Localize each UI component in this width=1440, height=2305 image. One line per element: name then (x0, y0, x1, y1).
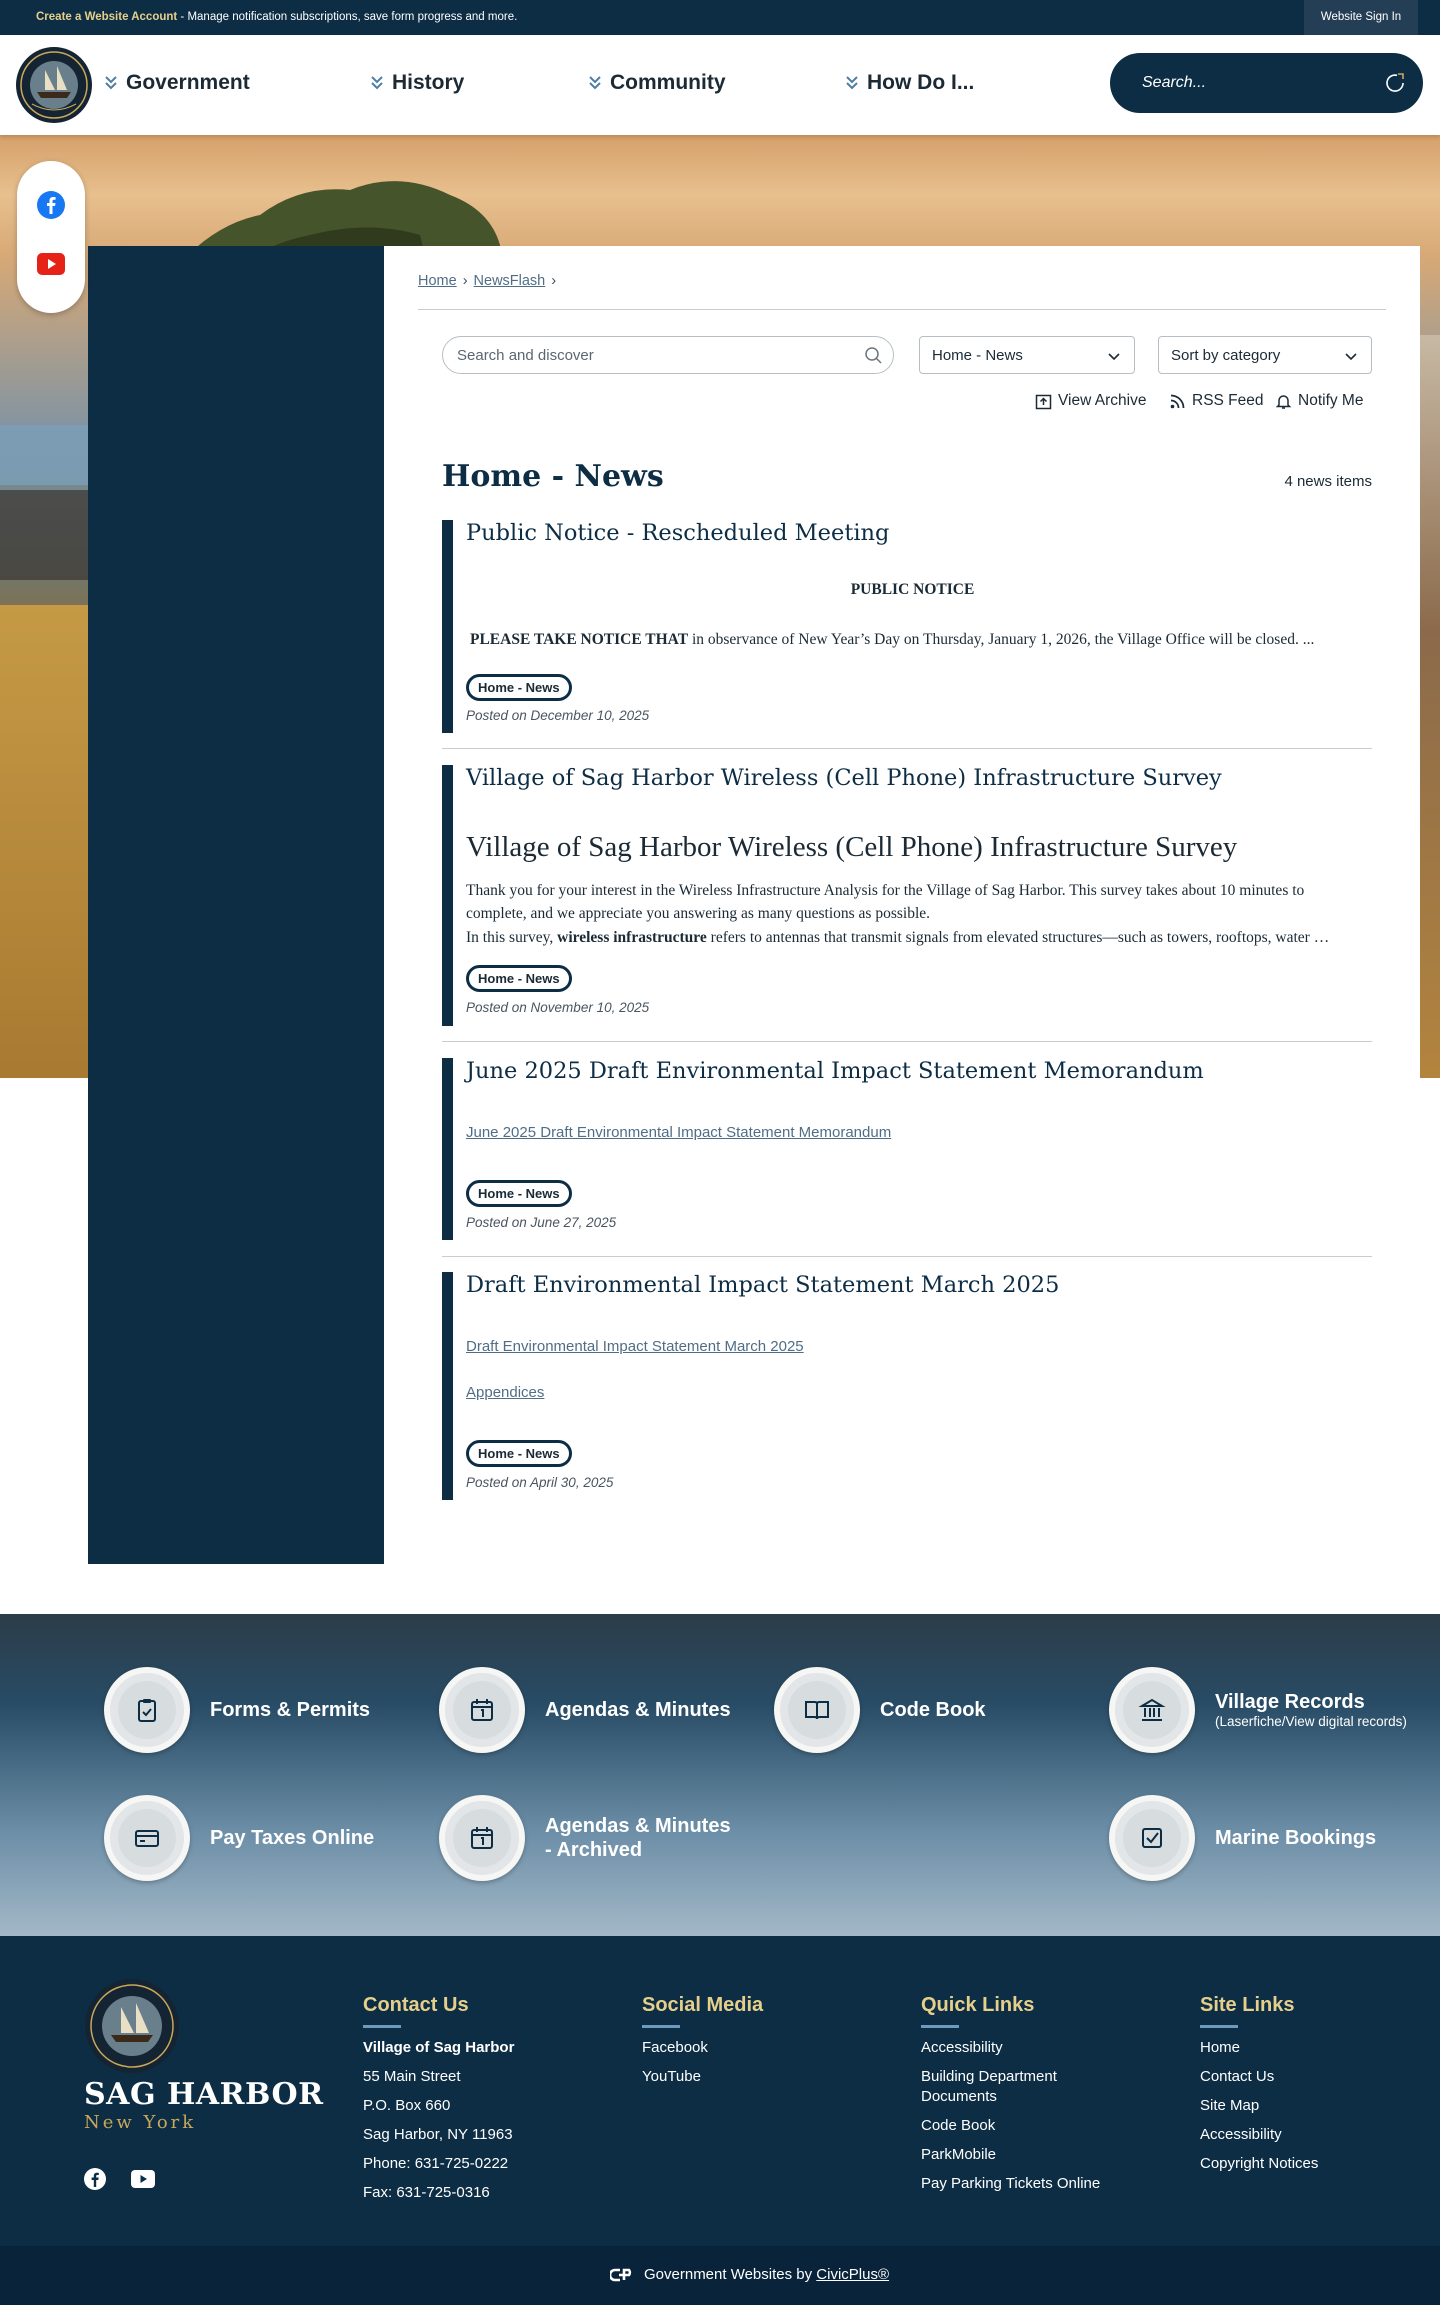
footer-youtube-link[interactable]: YouTube (642, 2068, 701, 2085)
news-search-input[interactable] (442, 336, 894, 374)
news-item-body-post: refers to antennas that transmit signals from elevated structures—such as towers, rooftops, water … (706, 929, 1330, 946)
news-item-body: Thank you for your interest in the Wireless Infrastructure Analysis for the Village of Sag Harbor. This survey takes about 10 minutes to complete, and we appreciate you answering as many questions as possible. (466, 882, 1305, 922)
site-search-placeholder: Search... (1142, 74, 1207, 91)
footer-site-link[interactable]: Contact Us (1200, 2068, 1275, 2085)
news-item-body-heading: Village of Sag Harbor Wireless (Cell Phone) Infrastructure Survey (466, 831, 1238, 863)
quick-link-circle (774, 1667, 860, 1753)
nav-how-do-i-label: How Do I... (867, 71, 975, 94)
news-item-tag[interactable]: Home - News (466, 1440, 572, 1467)
site-footer (0, 1936, 1440, 2246)
view-archive-label: View Archive (1058, 392, 1147, 409)
news-item-divider (442, 748, 1372, 749)
agendas-minutes-archived-link[interactable] (439, 1795, 731, 1881)
code-book-link[interactable] (774, 1667, 986, 1753)
view-archive-link[interactable] (1035, 392, 1146, 410)
news-item-accent-bar (442, 1272, 453, 1500)
quick-link-circle (439, 1795, 525, 1881)
create-account-message (36, 11, 517, 23)
sort-select[interactable] (1158, 336, 1372, 374)
news-item (442, 1272, 1372, 1500)
news-item-document-link[interactable]: Draft Environmental Impact Statement March 2025 (466, 1338, 804, 1355)
category-select-value: Home - News (932, 347, 1023, 364)
footer-contact-fax: Fax: 631-725-0316 (363, 2184, 490, 2201)
credit-card-icon (133, 1824, 161, 1852)
news-item (442, 765, 1372, 1026)
news-section-heading: Home - News (442, 459, 664, 494)
top-utility-bar (0, 0, 1440, 35)
footer-contact-line: P.O. Box 660 (363, 2097, 451, 2114)
chevron-down-icon (1108, 350, 1120, 362)
news-item-tag[interactable]: Home - News (466, 1180, 572, 1207)
footer-contact-phone: Phone: 631-725-0222 (363, 2155, 509, 2172)
footer-social-heading: Social Media (642, 1994, 764, 2016)
footer-social-column (642, 1994, 763, 2096)
news-item-accent-bar (442, 520, 453, 733)
footer-site-links-heading: Site Links (1200, 1994, 1295, 2016)
sag-harbor-seal-logo[interactable] (15, 46, 93, 124)
rss-icon (1169, 393, 1186, 410)
footer-seal-logo[interactable] (84, 1978, 180, 2074)
news-item-body-heading: PUBLIC NOTICE (850, 581, 975, 598)
news-item-count: 4 news items (1284, 473, 1372, 490)
double-chevron-down-icon (845, 74, 859, 92)
facebook-icon[interactable] (84, 2168, 106, 2190)
search-icon[interactable] (864, 346, 883, 365)
rss-feed-link[interactable] (1169, 392, 1264, 410)
breadcrumb-divider (418, 309, 1386, 310)
news-item-title[interactable]: Draft Environmental Impact Statement March 2025 (466, 1272, 1060, 1298)
double-chevron-down-icon (588, 74, 602, 92)
grass-image (0, 605, 90, 1078)
news-item-appendices-link[interactable]: Appendices (466, 1384, 545, 1401)
news-item (442, 520, 1372, 733)
civicplus-logo-icon (610, 2268, 634, 2282)
news-item-posted-date: Posted on December 10, 2025 (466, 708, 650, 723)
footer-contact-column (363, 1994, 514, 2212)
archive-icon (1035, 393, 1052, 410)
agendas-archived-line1: Agendas & Minutes (545, 1815, 731, 1837)
breadcrumb-newsflash[interactable]: NewsFlash (473, 273, 546, 289)
news-item-body (470, 628, 1363, 651)
bell-icon (1275, 393, 1292, 410)
quick-link-circle (104, 1795, 190, 1881)
pay-taxes-online-link[interactable] (104, 1795, 374, 1881)
footer-facebook-link[interactable]: Facebook (642, 2039, 708, 2056)
quick-link-circle (1109, 1667, 1195, 1753)
search-submit-icon[interactable] (1383, 71, 1407, 95)
news-item-posted-date: Posted on November 10, 2025 (466, 1000, 650, 1015)
social-float-bar (17, 161, 85, 313)
quick-link-circle (1109, 1795, 1195, 1881)
double-chevron-down-icon (104, 74, 118, 92)
footer-brand-state: New York (84, 2112, 197, 2133)
left-sidebar (88, 246, 384, 1564)
footer-contact-line: Village of Sag Harbor (363, 2039, 515, 2056)
facebook-icon[interactable] (37, 191, 65, 219)
news-item-body-text: in observance of New Year’s Day on Thursday, January 1, 2026, the Village Office will be closed. ... (688, 631, 1315, 648)
footer-quick-link[interactable]: Accessibility (921, 2039, 1003, 2056)
news-item-accent-bar (442, 765, 453, 1026)
footer-quick-link[interactable]: Code Book (921, 2117, 996, 2134)
nav-government-label: Government (126, 71, 250, 94)
rss-feed-label: RSS Feed (1192, 392, 1264, 409)
forms-permits-label: Forms & Permits (210, 1699, 371, 1721)
double-chevron-down-icon (370, 74, 384, 92)
breadcrumb (418, 273, 562, 289)
nav-how-do-i[interactable] (845, 71, 974, 95)
footer-contact-heading: Contact Us (363, 1994, 469, 2016)
agendas-minutes-label: Agendas & Minutes (545, 1699, 731, 1721)
marine-bookings-label: Marine Bookings (1215, 1827, 1377, 1849)
quick-link-circle (439, 1667, 525, 1753)
news-item-accent-bar (442, 1058, 453, 1240)
news-item-body-bold: PLEASE TAKE NOTICE THAT (470, 631, 689, 648)
breadcrumb-home[interactable]: Home (418, 273, 457, 289)
youtube-icon[interactable] (37, 253, 65, 275)
news-item-body-line (466, 926, 1366, 949)
notify-me-label: Notify Me (1298, 392, 1364, 409)
nav-government[interactable] (104, 71, 250, 95)
village-records-link[interactable] (1109, 1667, 1407, 1753)
bank-building-icon (1138, 1696, 1166, 1724)
footer-contact-line: 55 Main Street (363, 2068, 461, 2085)
create-account-text: - Manage notification subscriptions, save form progress and more. (177, 11, 518, 23)
news-item-title[interactable]: June 2025 Draft Environmental Impact Statement Memorandum (466, 1058, 1204, 1084)
breadcrumb-separator: › (551, 273, 557, 289)
hero-right-edge (1420, 335, 1440, 1078)
harbor-water (0, 425, 90, 485)
news-item-divider (442, 1256, 1372, 1257)
village-records-title: Village Records (1215, 1691, 1365, 1713)
village-records-sub: (Laserfiche/View digital records) (1215, 1714, 1407, 1729)
news-search-placeholder: Search and discover (457, 347, 594, 364)
heading-underline (363, 2025, 401, 2028)
news-item-body-pre: In this survey, (466, 929, 558, 946)
credit-bar (0, 2246, 1440, 2305)
bench-image (0, 490, 88, 580)
clipboard-check-icon (133, 1696, 161, 1724)
marine-bookings-link[interactable] (1109, 1795, 1376, 1881)
news-item-body-bold: wireless infrastructure (557, 929, 707, 946)
forms-permits-link[interactable] (104, 1667, 370, 1753)
agendas-archived-line2: - Archived (545, 1839, 643, 1861)
footer-brand-name: SAG HARBOR (84, 2077, 324, 2112)
news-item-tag[interactable]: Home - News (466, 674, 572, 701)
youtube-icon[interactable] (131, 2170, 155, 2188)
calendar-icon (468, 1824, 496, 1852)
footer-quick-link[interactable]: ParkMobile (921, 2146, 997, 2163)
website-sign-in-button[interactable]: Website Sign In (1304, 0, 1418, 35)
news-item (442, 1058, 1372, 1240)
footer-site-link[interactable]: Home (1200, 2039, 1241, 2056)
agendas-minutes-link[interactable] (439, 1667, 731, 1753)
main-content (384, 246, 1420, 1564)
sort-select-value: Sort by category (1171, 347, 1281, 364)
nav-history[interactable] (370, 71, 464, 95)
breadcrumb-separator: › (462, 273, 468, 289)
calendar-icon (468, 1696, 496, 1724)
quick-links-band (0, 1614, 1440, 1936)
nav-community[interactable] (588, 71, 726, 95)
footer-quick-links-column (921, 1994, 1121, 2203)
nav-history-label: History (392, 71, 465, 94)
heading-underline (642, 2025, 680, 2028)
notify-me-link[interactable] (1275, 392, 1363, 410)
category-select[interactable] (919, 336, 1135, 374)
credit-prefix: Government Websites by (644, 2266, 817, 2283)
footer-quick-link[interactable]: Building Department Documents (921, 2068, 1057, 2105)
news-item-document-link[interactable]: June 2025 Draft Environmental Impact Statement Memorandum (466, 1124, 892, 1141)
footer-site-link[interactable]: Accessibility (1200, 2126, 1282, 2143)
code-book-label: Code Book (880, 1699, 986, 1721)
news-item-posted-date: Posted on June 27, 2025 (466, 1215, 617, 1230)
heading-underline (921, 2025, 959, 2028)
footer-quick-link[interactable]: Pay Parking Tickets Online (921, 2175, 1101, 2192)
pay-taxes-online-label: Pay Taxes Online (210, 1827, 375, 1849)
news-item-divider (442, 1041, 1372, 1042)
nav-community-label: Community (610, 71, 726, 94)
footer-site-links-column (1200, 1994, 1318, 2183)
news-item-tag[interactable]: Home - News (466, 965, 572, 992)
checkbox-icon (1138, 1824, 1166, 1852)
chevron-down-icon (1345, 350, 1357, 362)
news-item-title[interactable]: Public Notice - Rescheduled Meeting (466, 520, 890, 546)
open-book-icon (803, 1696, 831, 1724)
footer-site-link[interactable]: Copyright Notices (1200, 2155, 1319, 2172)
news-item-posted-date: Posted on April 30, 2025 (466, 1475, 614, 1490)
site-search-input[interactable] (1110, 53, 1423, 113)
create-account-link[interactable]: Create a Website Account (36, 11, 178, 23)
agendas-minutes-archived-label (545, 1814, 731, 1862)
civicplus-link[interactable]: CivicPlus® (816, 2266, 890, 2283)
footer-quick-links-heading: Quick Links (921, 1994, 1035, 2016)
footer-site-link[interactable]: Site Map (1200, 2097, 1260, 2114)
site-header (0, 35, 1440, 135)
village-records-label (1215, 1690, 1407, 1730)
footer-contact-line: Sag Harbor, NY 11963 (363, 2126, 513, 2143)
heading-underline (1200, 2025, 1238, 2028)
credit-text (644, 2266, 889, 2283)
quick-link-circle (104, 1667, 190, 1753)
news-item-title[interactable]: Village of Sag Harbor Wireless (Cell Phone) Infrastructure Survey (466, 765, 1222, 791)
